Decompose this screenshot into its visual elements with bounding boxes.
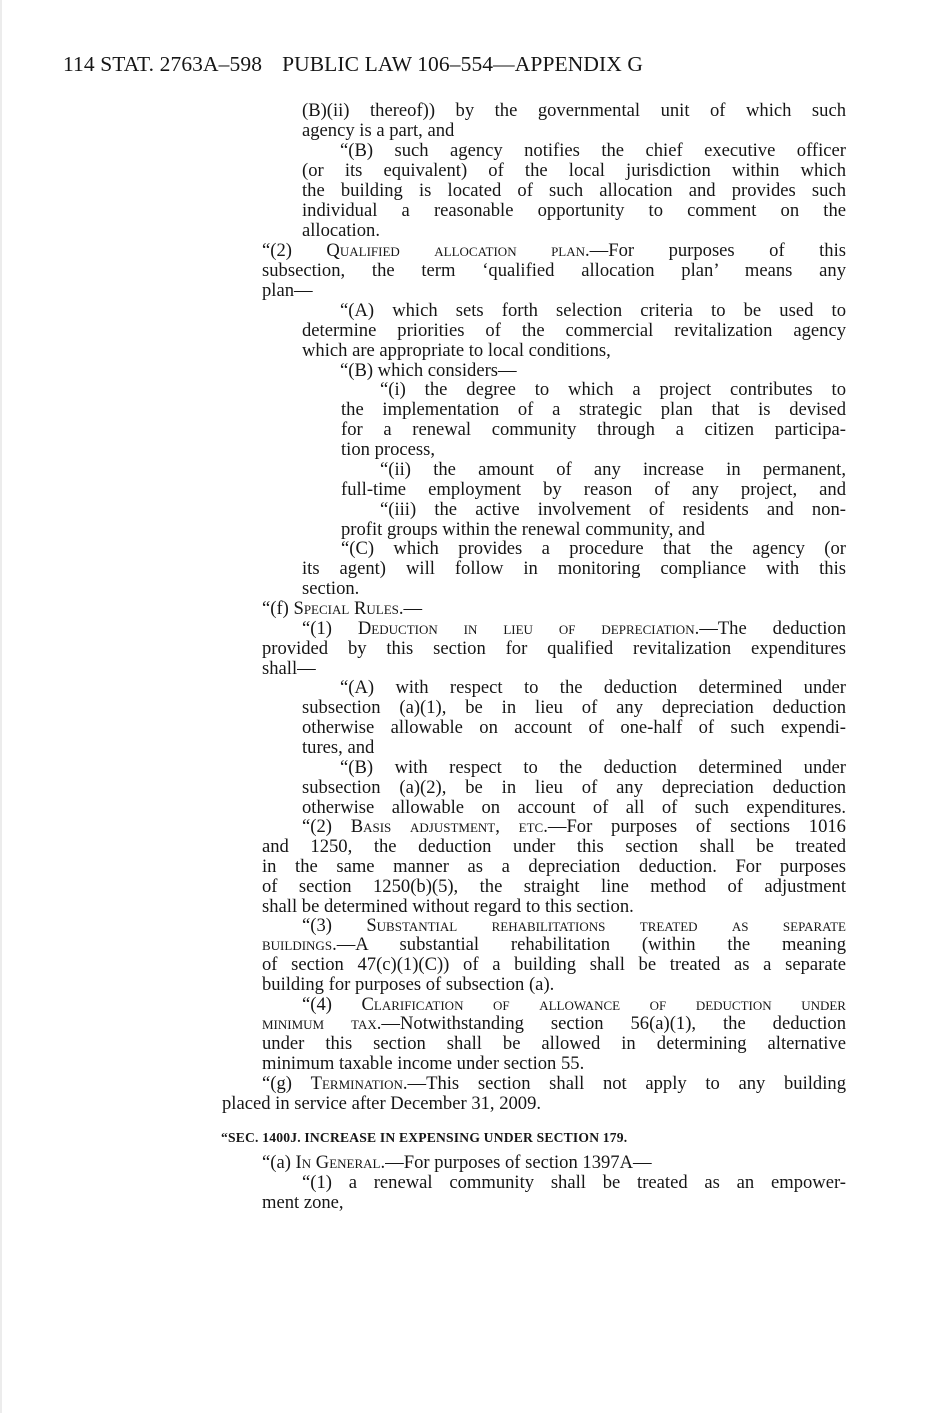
line-text: the implementation of a strategic plan that is devised	[341, 399, 846, 420]
line-prefix: “(1)	[302, 618, 358, 639]
line-text: profit groups within the renewal community, and	[341, 519, 705, 540]
text-line	[302, 341, 611, 361]
statute-citation: 114 STAT. 2763A–598	[63, 52, 263, 76]
line-text: tion process,	[341, 439, 435, 460]
line-text: tures, and	[302, 737, 375, 758]
text-line	[340, 361, 517, 381]
text-line	[302, 321, 846, 341]
text-line	[302, 995, 846, 1015]
line-text: minimum taxable income under section 55.	[262, 1053, 585, 1074]
text-line	[302, 738, 374, 758]
text-line	[302, 798, 846, 818]
text-line	[302, 221, 380, 241]
line-text: determine priorities of the commercial revitalization agency	[302, 320, 846, 341]
text-line	[262, 935, 846, 955]
text-line	[262, 837, 846, 857]
text-line	[262, 281, 313, 301]
line-text: .—A substantial rehabilitation (within the meaning	[332, 934, 846, 955]
small-caps-heading: Termination	[310, 1073, 403, 1094]
line-text: of section 47(c)(1)(C)) of a building shall be treated as a separate	[262, 954, 846, 975]
text-line	[302, 559, 846, 579]
scan-edge	[0, 0, 2, 1413]
text-line	[302, 201, 846, 221]
text-line	[302, 1173, 846, 1193]
small-caps-heading: Substantial rehabilitations treated as separate	[366, 915, 846, 936]
line-text: “(B) which considers—	[340, 360, 517, 381]
text-line	[341, 400, 846, 420]
line-prefix: “(2)	[262, 240, 327, 261]
line-text: “(A) which sets forth selection criteria to be used to	[340, 300, 846, 321]
line-text: “(ii) the amount of any increase in permanent,	[380, 459, 846, 480]
text-line	[262, 639, 846, 659]
line-text: .—	[398, 598, 423, 619]
line-text: .—Notwithstanding section 56(a)(1), the deduction	[376, 1013, 847, 1034]
line-text: its agent) will follow in monitoring compliance with this	[302, 558, 846, 579]
text-line	[262, 975, 554, 995]
line-text: section.	[302, 578, 360, 599]
line-prefix: “(2)	[302, 816, 351, 837]
line-text: the building is located of such allocation and provides such	[302, 180, 846, 201]
text-line	[262, 659, 316, 679]
line-text: shall—	[262, 658, 316, 679]
line-text: “(A) with respect to the deduction determined under	[340, 677, 846, 698]
text-line	[341, 420, 846, 440]
line-prefix: “(g)	[262, 1073, 311, 1094]
text-line	[302, 778, 846, 798]
text-line	[302, 698, 846, 718]
line-text: (B)(ii) thereof)) by the governmental unit of which such	[302, 100, 846, 121]
line-prefix: “(4)	[302, 994, 362, 1015]
line-prefix: “(3)	[302, 915, 367, 936]
line-text: in the same manner as a depreciation deduction. For purposes	[262, 856, 846, 877]
line-text: .—This section shall not apply to any building	[402, 1073, 846, 1094]
text-line	[222, 1094, 541, 1114]
line-text: plan—	[262, 280, 313, 301]
text-line	[340, 678, 846, 698]
text-line	[380, 380, 846, 400]
line-text: “(B) with respect to the deduction determined under	[340, 757, 846, 778]
text-line	[380, 500, 846, 520]
small-caps-heading: Qualified allocation plan	[326, 240, 586, 261]
small-caps-heading: Deduction in lieu of depreciation	[357, 618, 695, 639]
text-line	[262, 1193, 344, 1213]
text-line	[262, 897, 634, 917]
text-line	[262, 261, 846, 281]
line-text: shall be determined without regard to this section.	[262, 896, 634, 917]
line-text: subsection, the term ‘qualified allocation plan’ means any	[262, 260, 846, 281]
text-line	[380, 460, 846, 480]
line-text: “(i) the degree to which a project contributes to	[380, 379, 846, 400]
text-line	[262, 1074, 846, 1094]
line-text: for a renewal community through a citizen participa-	[341, 419, 846, 440]
page-header	[63, 50, 643, 78]
text-line	[340, 141, 846, 161]
line-text: otherwise allowable on account of all of such expenditures.	[302, 797, 846, 818]
small-caps-heading: minimum tax	[262, 1013, 377, 1034]
line-text: allocation.	[302, 220, 380, 241]
line-text: “(1) a renewal community shall be treated as an empower-	[302, 1172, 846, 1193]
line-text: agency is a part, and	[302, 120, 455, 141]
text-line	[340, 301, 846, 321]
line-text: subsection (a)(1), be in lieu of any depreciation deduction	[302, 697, 846, 718]
line-text: which are appropriate to local conditions,	[302, 340, 611, 361]
line-text: placed in service after December 31, 2009.	[222, 1093, 542, 1114]
text-line	[262, 877, 846, 897]
line-text: and 1250, the deduction under this section shall be treated	[262, 836, 846, 857]
text-line	[302, 817, 846, 837]
line-text: otherwise allowable on account of one-half of such expendi-	[302, 717, 846, 738]
line-text: full-time employment by reason of any project, and	[341, 479, 846, 500]
text-line	[302, 121, 454, 141]
text-line	[340, 758, 846, 778]
line-text: .—For purposes of this	[585, 240, 846, 261]
line-text: building for purposes of subsection (a).	[262, 974, 555, 995]
small-caps-heading: Clarification of allowance of deduction under	[361, 994, 846, 1015]
line-text: under this section shall be allowed in determining alternative	[262, 1033, 846, 1054]
line-text: (or its equivalent) of the local jurisdiction within which	[302, 160, 846, 181]
line-prefix: “(a)	[262, 1152, 296, 1173]
section-heading: “SEC. 1400J. INCREASE IN EXPENSING UNDER SECTION 179.	[221, 1130, 628, 1145]
text-line	[302, 718, 846, 738]
line-text: individual a reasonable opportunity to comment on the	[302, 200, 846, 221]
text-line	[262, 599, 422, 619]
text-line	[262, 955, 846, 975]
line-text: provided by this section for qualified revitalization expenditures	[262, 638, 846, 659]
text-line	[262, 1014, 846, 1034]
text-line	[302, 181, 846, 201]
text-line	[302, 619, 846, 639]
text-line	[341, 520, 705, 540]
text-line	[262, 1034, 846, 1054]
line-text: ment zone,	[262, 1192, 344, 1213]
line-text: “(C) which provides a procedure that the agency (or	[341, 538, 846, 559]
small-caps-heading: Basis adjustment, etc	[350, 816, 544, 837]
text-line	[262, 1054, 584, 1074]
line-text: .—For purposes of sections 1016	[543, 816, 846, 837]
line-text: subsection (a)(2), be in lieu of any depreciation deduction	[302, 777, 846, 798]
text-line	[341, 539, 846, 559]
text-line	[341, 480, 846, 500]
small-caps-heading: In General	[295, 1152, 381, 1173]
text-line	[302, 579, 359, 599]
line-text: “(B) such agency notifies the chief executive officer	[340, 140, 846, 161]
text-line	[302, 101, 846, 121]
text-line	[341, 440, 435, 460]
small-caps-heading: buildings	[262, 934, 333, 955]
line-text: of section 1250(b)(5), the straight line method of adjustment	[262, 876, 846, 897]
text-line	[262, 241, 846, 261]
text-line	[262, 1153, 652, 1173]
line-text: “(iii) the active involvement of residents and non-	[380, 499, 846, 520]
line-text: .—The deduction	[694, 618, 846, 639]
text-line	[262, 857, 846, 877]
small-caps-heading: Special Rules	[293, 598, 399, 619]
line-prefix: “(f)	[262, 598, 294, 619]
line-text: .—For purposes of section 1397A—	[380, 1152, 652, 1173]
text-line	[302, 916, 846, 936]
text-line	[302, 161, 846, 181]
law-title: PUBLIC LAW 106–554—APPENDIX G	[282, 52, 643, 76]
